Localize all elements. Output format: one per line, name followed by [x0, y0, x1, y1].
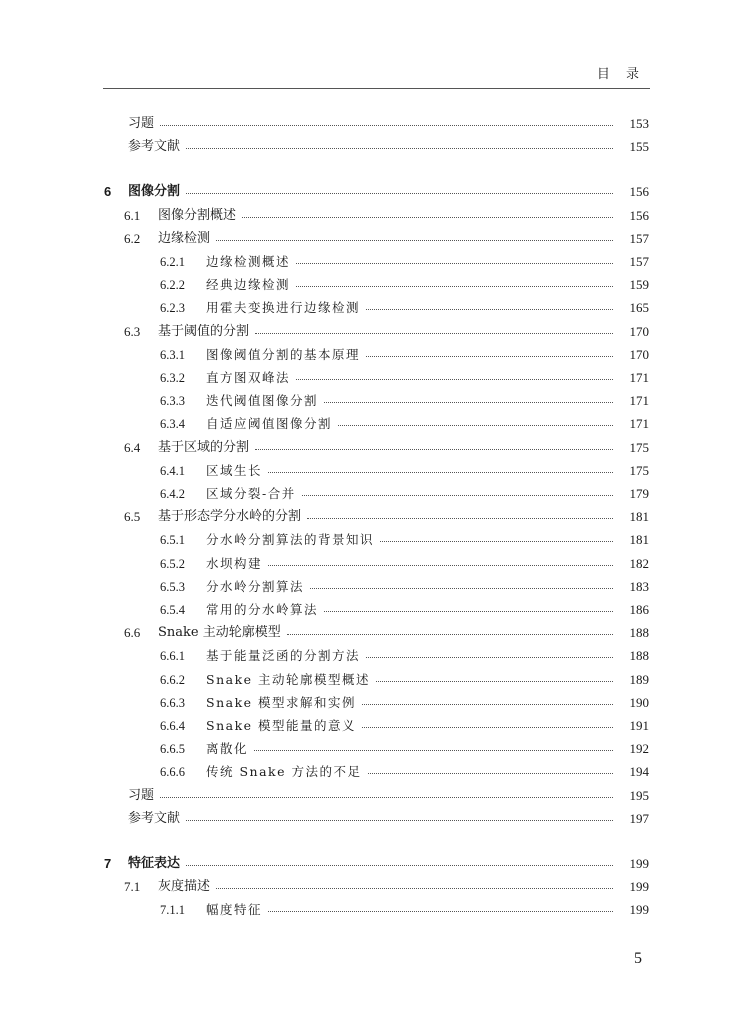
toc-section-entry[interactable]	[0, 876, 750, 898]
toc-entry-number: 6.3.3	[160, 394, 185, 408]
dot-leader	[255, 333, 613, 334]
toc-entry-number: 6.6.6	[160, 765, 185, 779]
toc-entry-page: 181	[629, 509, 649, 524]
toc-subsection-entry[interactable]	[0, 483, 750, 505]
toc-entry-title: 用霍夫变换进行边缘检测	[206, 300, 361, 315]
toc-entry-page: 153	[629, 116, 649, 131]
dot-leader	[216, 888, 613, 889]
toc-chapter-entry[interactable]	[0, 181, 750, 203]
dot-leader	[380, 541, 613, 542]
toc-entry-number: 6.5.2	[160, 557, 185, 571]
toc-entry-page: 189	[629, 672, 649, 687]
dot-leader	[296, 286, 613, 287]
dot-leader	[296, 379, 613, 380]
toc-entry-number: 6.5	[124, 509, 141, 524]
toc-subsection-entry[interactable]	[0, 553, 750, 575]
toc-entry-page: 155	[629, 139, 649, 154]
dot-leader	[186, 820, 613, 821]
toc-subsection-entry[interactable]	[0, 899, 750, 921]
toc-entry-page: 191	[629, 718, 649, 733]
toc-entry-title: 参考文献	[128, 811, 181, 826]
toc-entry-page: 186	[629, 602, 649, 617]
dot-leader	[310, 588, 613, 589]
toc-entry-page: 170	[629, 324, 649, 339]
toc-backmatter-entry[interactable]	[0, 136, 750, 158]
toc-entry-number: 6.6	[124, 625, 141, 640]
toc-entry-number: 6.6.1	[160, 649, 185, 663]
toc-entry-page: 156	[629, 184, 649, 199]
toc-entry-number: 6.6.4	[160, 719, 185, 733]
toc-section-entry[interactable]	[0, 205, 750, 227]
toc-subsection-entry[interactable]	[0, 274, 750, 296]
dot-leader	[268, 565, 613, 566]
toc-subsection-entry[interactable]	[0, 251, 750, 273]
toc-entry-number: 6.4.1	[160, 464, 185, 478]
dot-leader	[160, 797, 613, 798]
toc-entry-page: 190	[629, 695, 649, 710]
dot-leader	[362, 704, 613, 705]
toc-entry-number: 6.3.1	[160, 348, 185, 362]
toc-entry-title: 基于阈值的分割	[158, 324, 250, 339]
toc-subsection-entry[interactable]	[0, 715, 750, 737]
toc-entry-title: 离散化	[206, 741, 249, 756]
toc-entry-page: 181	[629, 532, 649, 547]
toc-entry-number: 6.1	[124, 208, 141, 223]
dot-leader	[268, 911, 613, 912]
toc-entry-number: 6.2.2	[160, 278, 185, 292]
toc-entry-title: 参考文献	[128, 139, 181, 154]
toc-entry-page: 175	[629, 440, 649, 455]
toc-entry-page: 171	[629, 393, 649, 408]
toc-subsection-entry[interactable]	[0, 297, 750, 319]
dot-leader	[186, 193, 613, 194]
header-rule	[103, 88, 650, 89]
toc-entry-number: 6.6.3	[160, 696, 185, 710]
dot-leader	[287, 634, 613, 635]
dot-leader	[296, 263, 613, 264]
toc-entry-page: 175	[629, 463, 649, 478]
toc-section-entry[interactable]	[0, 321, 750, 343]
toc-entry-number: 6.3	[124, 324, 141, 339]
toc-entry-title: 自适应阈值图像分割	[206, 416, 333, 431]
toc-section-entry[interactable]	[0, 506, 750, 528]
toc-entry-title: 图像分割概述	[158, 208, 237, 223]
dot-leader	[242, 217, 613, 218]
toc-entry-number: 6.3.4	[160, 417, 185, 431]
toc-entry-title: 灰度描述	[158, 879, 211, 894]
toc-section-entry[interactable]	[0, 437, 750, 459]
toc-entry-title: 边缘检测概述	[206, 254, 291, 269]
toc-entry-title: 传统 Snake 方法的不足	[206, 764, 362, 779]
toc-subsection-entry[interactable]	[0, 576, 750, 598]
toc-entry-title: 图像阈值分割的基本原理	[206, 347, 361, 362]
dot-leader	[338, 425, 613, 426]
toc-entry-page: 195	[629, 788, 649, 803]
toc-entry-number: 6.3.2	[160, 371, 185, 385]
dot-leader	[216, 240, 613, 241]
toc-subsection-entry[interactable]	[0, 413, 750, 435]
toc-entry-title: 迭代阈值图像分割	[206, 393, 319, 408]
dot-leader	[376, 681, 613, 682]
dot-leader	[307, 518, 613, 519]
toc-entry-title: 分水岭分割算法的背景知识	[206, 532, 375, 547]
dot-leader	[366, 309, 613, 310]
toc-entry-title: 水坝构建	[206, 556, 263, 571]
toc-entry-number: 6.4	[124, 440, 141, 455]
toc-entry-page: 157	[629, 231, 649, 246]
dot-leader	[368, 773, 614, 774]
toc-entry-page: 183	[629, 579, 649, 594]
toc-entry-number: 6.6.2	[160, 673, 185, 687]
dot-leader	[186, 148, 613, 149]
dot-leader	[366, 657, 613, 658]
toc-entry-title: 常用的分水岭算法	[206, 602, 319, 617]
page-number: 5	[634, 950, 642, 967]
toc-entry-title: 分水岭分割算法	[206, 579, 305, 594]
toc-entry-page: 188	[629, 625, 649, 640]
toc-entry-title: 图像分割	[128, 184, 181, 199]
dot-leader	[268, 472, 613, 473]
dot-leader	[324, 402, 613, 403]
toc-entry-title: 边缘检测	[158, 231, 211, 246]
toc-entry-number: 6	[104, 184, 112, 199]
dot-leader	[366, 356, 613, 357]
toc-subsection-entry[interactable]	[0, 599, 750, 621]
toc-entry-page: 182	[629, 556, 649, 571]
toc-entry-title: Snake 主动轮廓模型	[158, 625, 281, 640]
toc-entry-page: 159	[629, 277, 649, 292]
toc-entry-number: 6.5.4	[160, 603, 185, 617]
toc-entry-page: 197	[629, 811, 649, 826]
toc-entry-title: 幅度特征	[206, 902, 263, 917]
toc-entry-number: 7.1	[124, 879, 141, 894]
toc-backmatter-entry[interactable]	[0, 785, 750, 807]
dot-leader	[255, 449, 613, 450]
toc-entry-page: 157	[629, 254, 649, 269]
toc-entry-page: 165	[629, 300, 649, 315]
toc-entry-title: 直方图双峰法	[206, 370, 291, 385]
toc-subsection-entry[interactable]	[0, 692, 750, 714]
toc-entry-number: 7.1.1	[160, 903, 185, 917]
toc-subsection-entry[interactable]	[0, 645, 750, 667]
toc-subsection-entry[interactable]	[0, 669, 750, 691]
toc-subsection-entry[interactable]	[0, 367, 750, 389]
toc-entry-page: 171	[629, 416, 649, 431]
toc-entry-page: 156	[629, 208, 649, 223]
toc-entry-title: Snake 模型能量的意义	[206, 718, 357, 733]
toc-chapter-entry[interactable]	[0, 853, 750, 875]
dot-leader	[324, 611, 613, 612]
toc-entry-title: 特征表达	[128, 856, 181, 871]
toc-entry-number: 6.5.3	[160, 580, 185, 594]
toc-entry-page: 199	[629, 879, 649, 894]
toc-entry-page: 188	[629, 648, 649, 663]
toc-subsection-entry[interactable]	[0, 529, 750, 551]
dot-leader	[186, 865, 613, 866]
dot-leader	[362, 727, 613, 728]
toc-entry-number: 7	[104, 856, 112, 871]
toc-entry-title: 习题	[128, 788, 155, 803]
toc-entry-title: 区域生长	[206, 463, 263, 478]
toc-entry-page: 192	[629, 741, 649, 756]
dot-leader	[160, 125, 613, 126]
toc-entry-number: 6.4.2	[160, 487, 185, 501]
toc-subsection-entry[interactable]	[0, 390, 750, 412]
toc-entry-title: 基于形态学分水岭的分割	[158, 509, 302, 524]
toc-subsection-entry[interactable]	[0, 738, 750, 760]
toc-entry-number: 6.5.1	[160, 533, 185, 547]
toc-entry-title: Snake 模型求解和实例	[206, 695, 357, 710]
toc-section-entry[interactable]	[0, 228, 750, 250]
toc-entry-title: 基于区域的分割	[158, 440, 250, 455]
toc-entry-page: 179	[629, 486, 649, 501]
toc-entry-page: 194	[629, 764, 649, 779]
toc-subsection-entry[interactable]	[0, 460, 750, 482]
toc-entry-page: 170	[629, 347, 649, 362]
toc-entry-title: 区域分裂-合并	[206, 486, 296, 501]
dot-leader	[254, 750, 613, 751]
toc-entry-title: Snake 主动轮廓模型概述	[206, 672, 371, 687]
dot-leader	[302, 495, 613, 496]
toc-entry-number: 6.6.5	[160, 742, 185, 756]
toc-entry-title: 经典边缘检测	[206, 277, 291, 292]
toc-entry-number: 6.2.3	[160, 301, 185, 315]
toc-entry-number: 6.2.1	[160, 255, 185, 269]
toc-entry-page: 199	[629, 902, 649, 917]
toc-entry-title: 基于能量泛函的分割方法	[206, 648, 361, 663]
running-header: 目 录	[596, 67, 645, 82]
toc-subsection-entry[interactable]	[0, 344, 750, 366]
toc-subsection-entry[interactable]	[0, 761, 750, 783]
toc-entry-page: 199	[629, 856, 649, 871]
toc-backmatter-entry[interactable]	[0, 113, 750, 135]
toc-entry-page: 171	[629, 370, 649, 385]
toc-entry-number: 6.2	[124, 231, 141, 246]
toc-entry-title: 习题	[128, 116, 155, 131]
toc-section-entry[interactable]	[0, 622, 750, 644]
toc-backmatter-entry[interactable]	[0, 808, 750, 830]
